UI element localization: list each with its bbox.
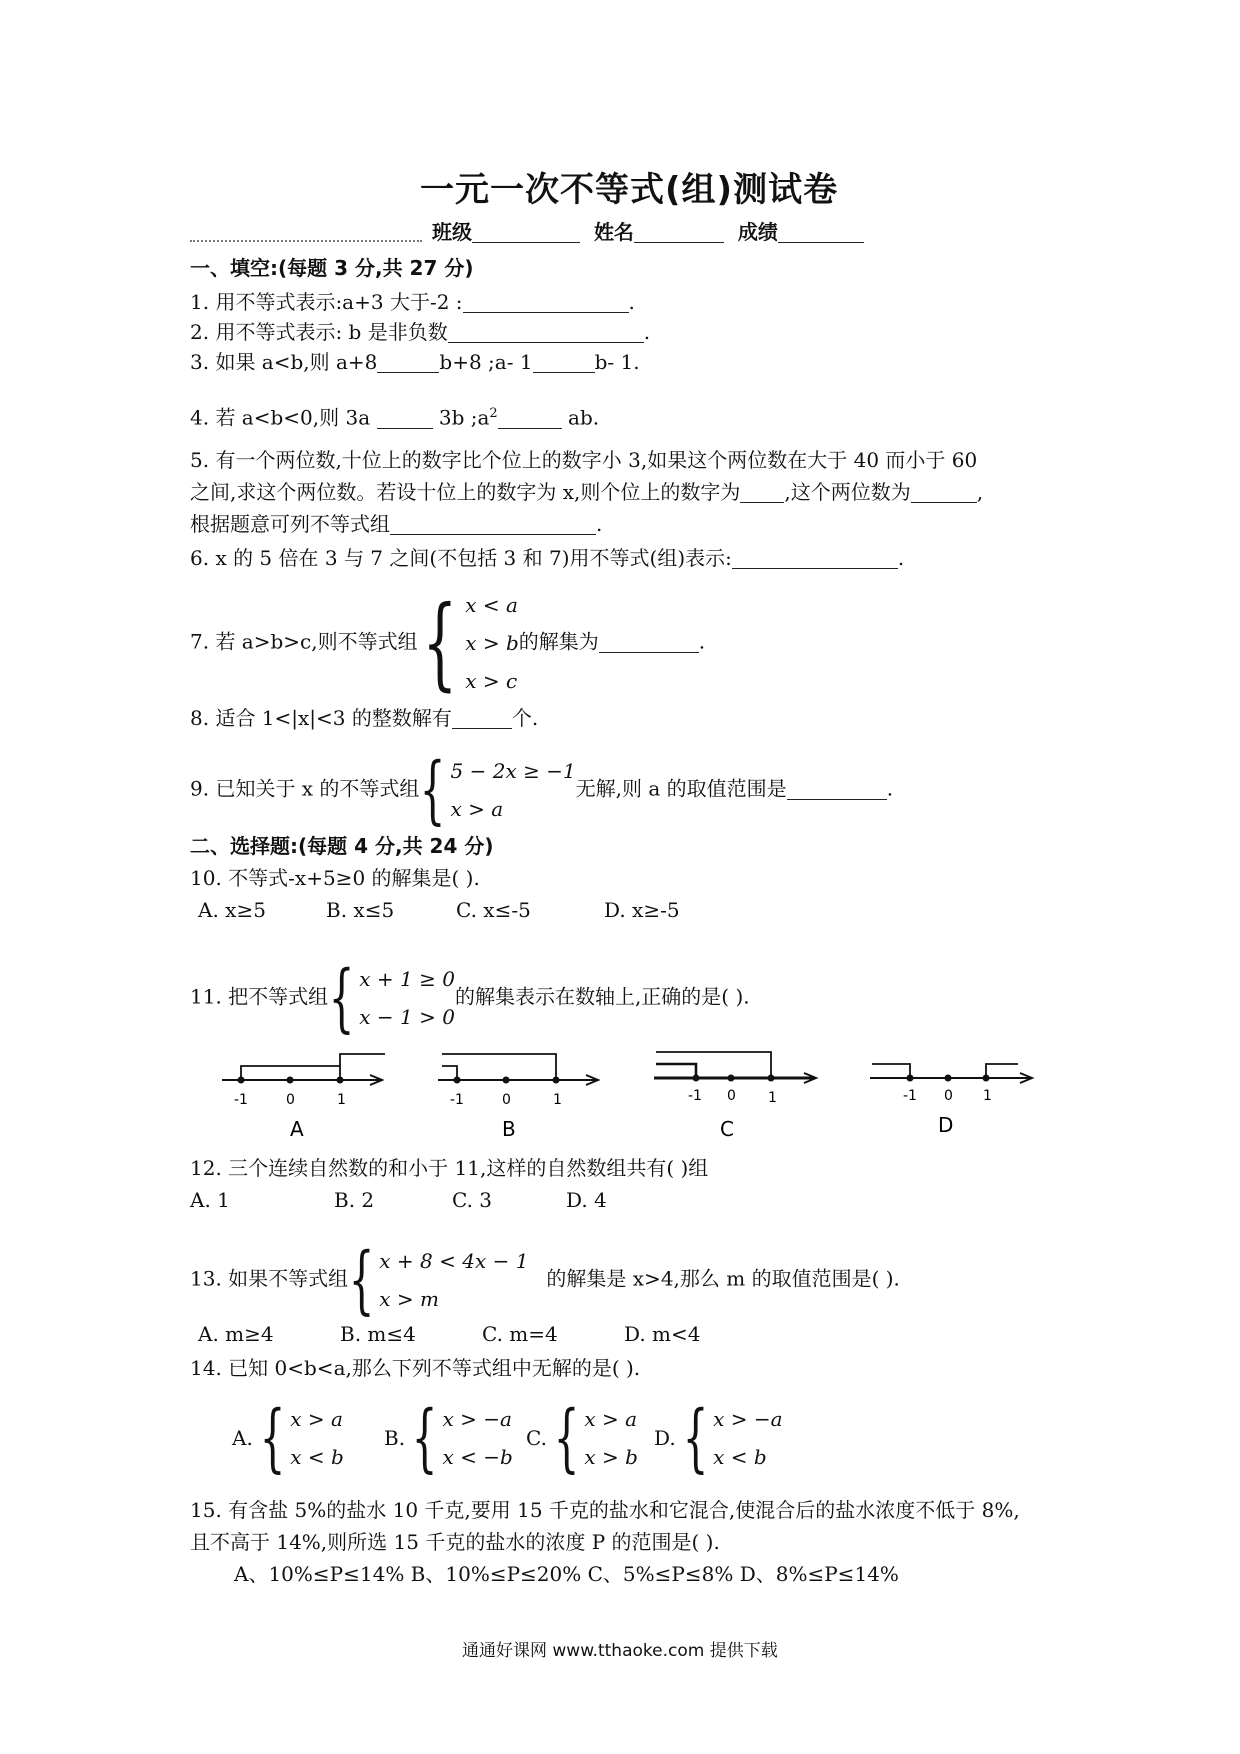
number-line-a[interactable] [222, 1054, 385, 1141]
question-12: 12. 三个连续自然数的和小于 11,这样的自然数组共有( )组 [190, 1156, 709, 1180]
q14-option-a[interactable] [232, 1395, 344, 1481]
q5-text-d: 根据题意可列不等式组 [190, 512, 390, 536]
tick-label: 1 [337, 1092, 346, 1108]
q5-text-a: 之间,求这个两位数。若设十位上的数字为 x,则个位上的数字为 [190, 480, 741, 504]
tick-label: 0 [727, 1088, 736, 1104]
q5-blank-3[interactable] [390, 514, 596, 535]
question-14: 14. 已知 0<b<a,那么下列不等式组中无解的是( ). [190, 1356, 641, 1380]
tick-label: 1 [553, 1092, 562, 1108]
q14-option-b-rows [443, 1400, 513, 1476]
q11-row-2: x − 1 > 0 [359, 1005, 455, 1029]
q14c-row-2: x > b [584, 1445, 638, 1469]
q12-option-a[interactable]: A. 1 [190, 1188, 230, 1212]
q14-option-d-label: D. [654, 1426, 676, 1450]
q4-text-a: 4. 若 a<b<0,则 3a [190, 405, 371, 430]
q7-blank[interactable] [599, 632, 699, 653]
q1-end: . [628, 290, 635, 314]
q3-text-a: 3. 如果 a<b,则 a+8 [190, 350, 378, 374]
q11-row-1: x + 1 ≥ 0 [359, 967, 455, 991]
q9-text-b: 无解,则 a 的取值范围是 [575, 776, 787, 801]
question-15-line-2: 且不高于 14%,则所选 15 千克的盐水的浓度 P 的范围是( ). [190, 1530, 720, 1554]
name-blank[interactable] [634, 222, 724, 243]
q10-option-a[interactable]: A. x≥5 [198, 898, 266, 922]
q12-option-d[interactable]: D. 4 [566, 1188, 607, 1212]
q7-rows [465, 586, 519, 700]
q12-option-c[interactable]: C. 3 [452, 1188, 493, 1212]
option-label-c: C [720, 1117, 734, 1141]
q6-text: 6. x 的 5 倍在 3 与 7 之间(不包括 3 和 7)用不等式(组)表示: [190, 546, 732, 570]
q8-blank[interactable] [452, 708, 512, 729]
score-blank[interactable] [778, 222, 864, 243]
q14a-row-1: x > a [290, 1407, 343, 1431]
q9-row-1: 5 − 2x ≥ −1 [450, 759, 576, 783]
question-11 [190, 955, 750, 1041]
q14c-row-1: x > a [584, 1407, 638, 1431]
number-line-figures [0, 1040, 1240, 1160]
option-label-d: D [938, 1113, 954, 1137]
q3-blank-1[interactable] [377, 352, 439, 373]
q7-text-a: 7. 若 a>b>c,则不等式组 [190, 629, 418, 654]
q14-option-a-label: A. [232, 1426, 253, 1450]
q10-option-c[interactable]: C. x≤-5 [456, 898, 531, 922]
q13-option-a[interactable]: A. m≥4 [198, 1322, 274, 1346]
q13-row-2: x > m [379, 1287, 439, 1311]
q10-option-b[interactable]: B. x≤5 [326, 898, 395, 922]
question-13 [190, 1237, 900, 1323]
question-3 [190, 350, 640, 374]
q9-blank[interactable] [787, 779, 887, 800]
q3-blank-2[interactable] [533, 352, 595, 373]
q14b-row-1: x > −a [442, 1407, 512, 1431]
q14d-row-2: x < b [713, 1445, 767, 1469]
option-label-a: A [290, 1117, 304, 1141]
tick-label: 1 [983, 1088, 992, 1104]
q4-blank-2[interactable] [498, 408, 562, 429]
q1-text: 1. 用不等式表示:a+3 大于-2 : [190, 290, 463, 314]
brace: { [348, 1237, 375, 1323]
q9-rows [451, 752, 576, 828]
brace: { [412, 1395, 438, 1481]
question-4 [190, 402, 599, 430]
q9-end: . [886, 776, 894, 801]
q3-text-c: b- 1. [594, 350, 640, 374]
q14-option-b-label: B. [384, 1426, 406, 1450]
q9-row-2: x > a [450, 797, 504, 821]
q14-option-c-label: C. [526, 1426, 547, 1450]
question-10: 10. 不等式-x+5≥0 的解集是( ). [190, 866, 480, 890]
q14a-row-2: x < b [290, 1445, 344, 1469]
class-field [432, 220, 864, 244]
number-line-b[interactable] [438, 1054, 598, 1141]
q13-row-1: x + 8 < 4x − 1 [379, 1249, 529, 1273]
question-5-line-2 [190, 480, 983, 504]
q7-row-2: x > b [465, 631, 519, 655]
q14-option-a-rows [290, 1400, 344, 1476]
question-8 [190, 706, 538, 730]
q8-text-b: 个. [511, 706, 539, 730]
brace: { [328, 955, 355, 1041]
q13-text-b: 的解集是 x>4,那么 m 的取值范围是( ). [546, 1266, 900, 1291]
q14-option-d[interactable] [654, 1395, 783, 1481]
page-title: 一元一次不等式(组)测试卷 [420, 170, 839, 210]
q12-option-b[interactable]: B. 2 [334, 1188, 375, 1212]
question-9 [190, 747, 894, 833]
tick-label: -1 [903, 1088, 917, 1104]
class-label: 班级 [432, 220, 472, 244]
q13-system [348, 1237, 546, 1323]
q14b-row-2: x < −b [442, 1445, 513, 1469]
option-label-b: B [502, 1117, 516, 1141]
tick-label: -1 [450, 1092, 464, 1108]
brace: { [420, 747, 446, 833]
q15-options[interactable]: A、10%≤P≤14% B、10%≤P≤20% C、5%≤P≤8% D、8%≤P≤14% [234, 1562, 899, 1586]
tick-label: 0 [286, 1092, 295, 1108]
q11-rows [359, 960, 455, 1036]
q9-system [419, 747, 576, 833]
q11-text-a: 11. 把不等式组 [190, 984, 329, 1009]
q14-option-c-rows [584, 1400, 638, 1476]
q3-text-b: b+8 ;a- 1 [439, 350, 533, 374]
q5-blank-2[interactable] [911, 482, 977, 503]
q1-blank[interactable] [463, 292, 629, 313]
score-label: 成绩 [737, 220, 778, 244]
brace: { [682, 1395, 709, 1481]
q14-option-d-rows [713, 1400, 782, 1476]
tick-label: 1 [768, 1090, 777, 1106]
question-5-line-3 [190, 512, 602, 536]
q14d-row-1: x > −a [713, 1407, 783, 1431]
q6-blank[interactable] [732, 548, 898, 569]
question-1 [190, 290, 635, 314]
q13-rows [379, 1242, 528, 1318]
q4-blank-1[interactable] [377, 408, 433, 429]
number-line-d[interactable] [870, 1064, 1032, 1137]
class-blank[interactable] [472, 222, 580, 243]
q11-system [328, 955, 455, 1041]
q7-system [418, 586, 519, 700]
number-line-c[interactable] [654, 1052, 816, 1141]
q5-text-e: . [596, 512, 603, 536]
q2-blank[interactable] [448, 322, 644, 343]
q7-row-1: x < a [465, 593, 518, 617]
question-2 [190, 320, 650, 344]
section2-heading: 二、选择题:(每题 4 分,共 24 分) [190, 834, 494, 858]
q11-text-b: 的解集表示在数轴上,正确的是( ). [454, 984, 750, 1009]
q5-blank-1[interactable] [740, 482, 784, 503]
q5-text-c: , [976, 480, 984, 504]
q4-text-c: ab. [568, 405, 600, 430]
q8-text-a: 8. 适合 1<|x|<3 的整数解有 [190, 706, 452, 730]
q10-option-d[interactable]: D. x≥-5 [604, 898, 680, 922]
q5-text-b: ,这个两位数为 [784, 480, 911, 504]
q13-option-d[interactable]: D. m<4 [624, 1322, 701, 1346]
footer-text: 通通好课网 www.tthaoke.com 提供下载 [462, 1641, 778, 1661]
question-6 [190, 546, 904, 570]
brace: { [421, 584, 457, 701]
q13-text-a: 13. 如果不等式组 [190, 1266, 349, 1291]
question-7 [190, 586, 705, 700]
q7-row-3: x > c [465, 669, 518, 693]
q9-text-a: 9. 已知关于 x 的不等式组 [190, 776, 420, 801]
tick-label: -1 [234, 1092, 248, 1108]
q14-option-c[interactable] [526, 1395, 638, 1481]
tick-label: 0 [944, 1088, 953, 1104]
q14-option-b[interactable] [384, 1395, 513, 1481]
q4-superscript: 2 [489, 406, 498, 421]
tick-label: -1 [688, 1088, 702, 1104]
q7-end: . [698, 629, 706, 654]
q13-option-c[interactable]: C. m=4 [482, 1322, 558, 1346]
q2-end: . [643, 320, 651, 344]
tick-label: 0 [502, 1092, 511, 1108]
brace: { [553, 1395, 580, 1481]
question-5-line-1: 5. 有一个两位数,十位上的数字比个位上的数字小 3,如果这个两位数在大于 40 而小于 60 [190, 448, 978, 472]
q7-text-b: 的解集为 [518, 629, 599, 654]
dotted-rule [190, 240, 422, 242]
q13-option-b[interactable]: B. m≤4 [340, 1322, 416, 1346]
question-15-line-1: 15. 有含盐 5%的盐水 10 千克,要用 15 千克的盐水和它混合,使混合后的盐水浓度不低于 8%, [190, 1498, 1020, 1522]
q4-text-b: 3b ;a [438, 405, 490, 430]
brace: { [259, 1395, 286, 1481]
q2-text: 2. 用不等式表示: b 是非负数 [190, 320, 448, 344]
section1-heading: 一、填空:(每题 3 分,共 27 分) [190, 256, 474, 280]
name-label: 姓名 [593, 220, 634, 244]
q6-end: . [897, 546, 905, 570]
